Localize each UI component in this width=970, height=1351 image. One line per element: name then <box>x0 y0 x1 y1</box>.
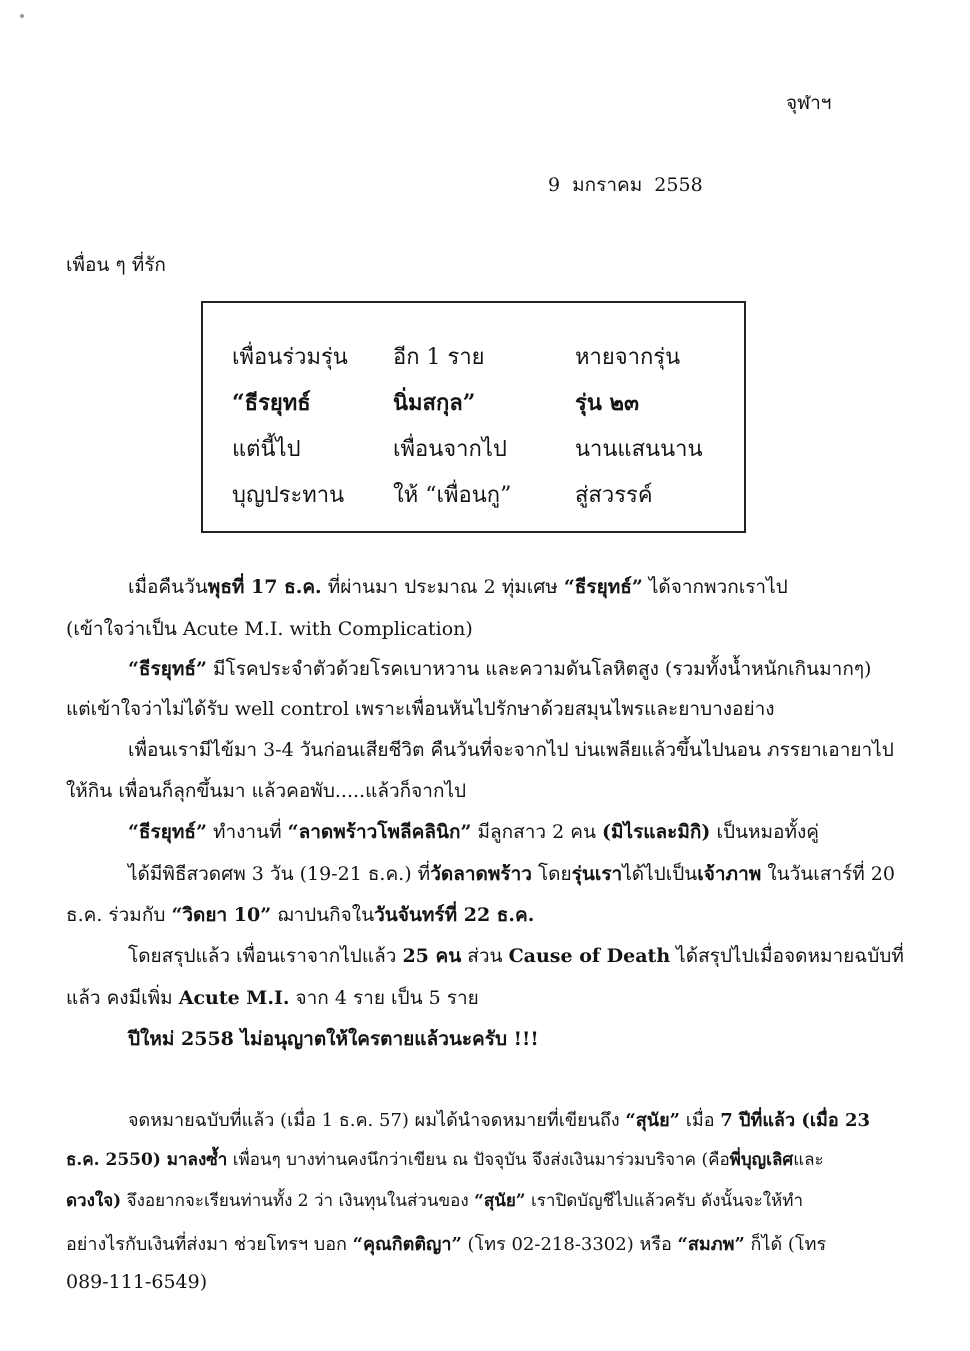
letter-date: 9 มกราคม 2558 <box>548 174 703 196</box>
paragraph-line: “ธีรยุทธ์” ทำงานที่ “ลาดพร้าวโพลีคลินิก” มีลูกสาว 2 คน (มิไรและมิกิ) เป็นหมอทั้งคู่ <box>128 821 819 843</box>
paragraph-line: เมื่อคืนวันพุธที่ 17 ธ.ค. ที่ผ่านมา ประมาณ 2 ทุ่มเศษ “ธีรยุทธ์” ได้จากพวกเราไป <box>128 576 788 598</box>
poem-cell: นิ่มสกุล” <box>393 390 476 416</box>
poem-cell: เพื่อนจากไป <box>393 437 507 462</box>
poem-cell: นานแสนนาน <box>575 437 703 462</box>
paragraph-line: ธ.ค. 2550) มาลงซ้ำ เพื่อนๆ บางท่านคงนึกว่าเขียน ณ ปัจจุบัน จึงส่งเงินมาร่วมบริจาค (คือพี่บุญเลิศและ <box>66 1150 824 1170</box>
poem-cell: แต่นี้ไป <box>232 437 301 462</box>
closing-remark: ปีใหม่ 2558 ไม่อนุญาตให้ใครตายแล้วนะครับ !!! <box>128 1028 539 1050</box>
paragraph-line: ธ.ค. ร่วมกับ “วิดยา 10” ฌาปนกิจในวันจันทร์ที่ 22 ธ.ค. <box>66 904 535 926</box>
paragraph-line: “ธีรยุทธ์” มีโรคประจำตัวด้วยโรคเบาหวาน และความดันโลหิตสูง (รวมทั้งน้ำหนักเกินมากๆ) <box>128 658 872 680</box>
paragraph-line: (เข้าใจว่าเป็น Acute M.I. with Complication) <box>66 618 473 640</box>
scan-speck <box>20 14 24 18</box>
paragraph-line: อย่างไรกับเงินที่ส่งมา ช่วยโทรฯ บอก “คุณกิตติญา” (โทร 02-218-3302) หรือ “สมภพ” ก็ได้ (โทร <box>66 1234 827 1255</box>
poem-cell: หายจากรุ่น <box>575 345 681 370</box>
sender-name: จุฬาฯ <box>786 92 832 114</box>
paragraph-line: ดวงใจ) จึงอยากจะเรียนท่านทั้ง 2 ว่า เงินทุนในส่วนของ “สุนัย” เราปิดบัญชีไปแล้วครับ ดังนั้นจะให้ทำ <box>66 1191 804 1211</box>
paragraph-line: แต่เข้าใจว่าไม่ได้รับ well control เพราะเพื่อนหันไปรักษาด้วยสมุนไพรและยาบางอย่าง <box>66 698 775 720</box>
paragraph-line: เพื่อนเรามีไข้มา 3-4 วันก่อนเสียชีวิต คืนวันที่จะจากไป บ่นเพลียแล้วขึ้นไปนอน ภรรยาเอายาไป <box>128 739 894 761</box>
poem-cell: บุญประทาน <box>232 483 345 508</box>
phone-number: 089-111-6549) <box>66 1271 208 1293</box>
poem-cell: เพื่อนร่วมรุ่น <box>232 345 348 370</box>
poem-cell: “ธีรยุทธ์ <box>232 390 311 416</box>
poem-cell: อีก 1 ราย <box>393 345 485 370</box>
poem-cell: ให้ “เพื่อนกู” <box>393 483 512 508</box>
paragraph-line: โดยสรุปแล้ว เพื่อนเราจากไปแล้ว 25 คน ส่วน Cause of Death ได้สรุปไปเมื่อจดหมายฉบับที่ <box>128 945 904 967</box>
paragraph-line: จดหมายฉบับที่แล้ว (เมื่อ 1 ธ.ค. 57) ผมได้นำจดหมายที่เขียนถึง “สุนัย” เมื่อ 7 ปีที่แล้ว (เมื่อ 23 <box>128 1110 870 1131</box>
poem-cell: รุ่น ๒๓ <box>575 390 640 416</box>
poem-box <box>201 301 746 533</box>
paragraph-line: ได้มีพิธีสวดศพ 3 วัน (19-21 ธ.ค.) ที่วัดลาดพร้าว โดยรุ่นเราได้ไปเป็นเจ้าภาพ ในวันเสาร์ที่ 20 <box>128 863 895 885</box>
poem-cell: สู่สวรรค์ <box>575 483 653 508</box>
salutation: เพื่อน ๆ ที่รัก <box>66 254 166 276</box>
paragraph-line: แล้ว คงมีเพิ่ม Acute M.I. จาก 4 ราย เป็น 5 ราย <box>66 987 479 1009</box>
paragraph-line: ให้กิน เพื่อนก็ลุกขึ้นมา แล้วคอพับ.....แล้วก็จากไป <box>66 780 467 802</box>
